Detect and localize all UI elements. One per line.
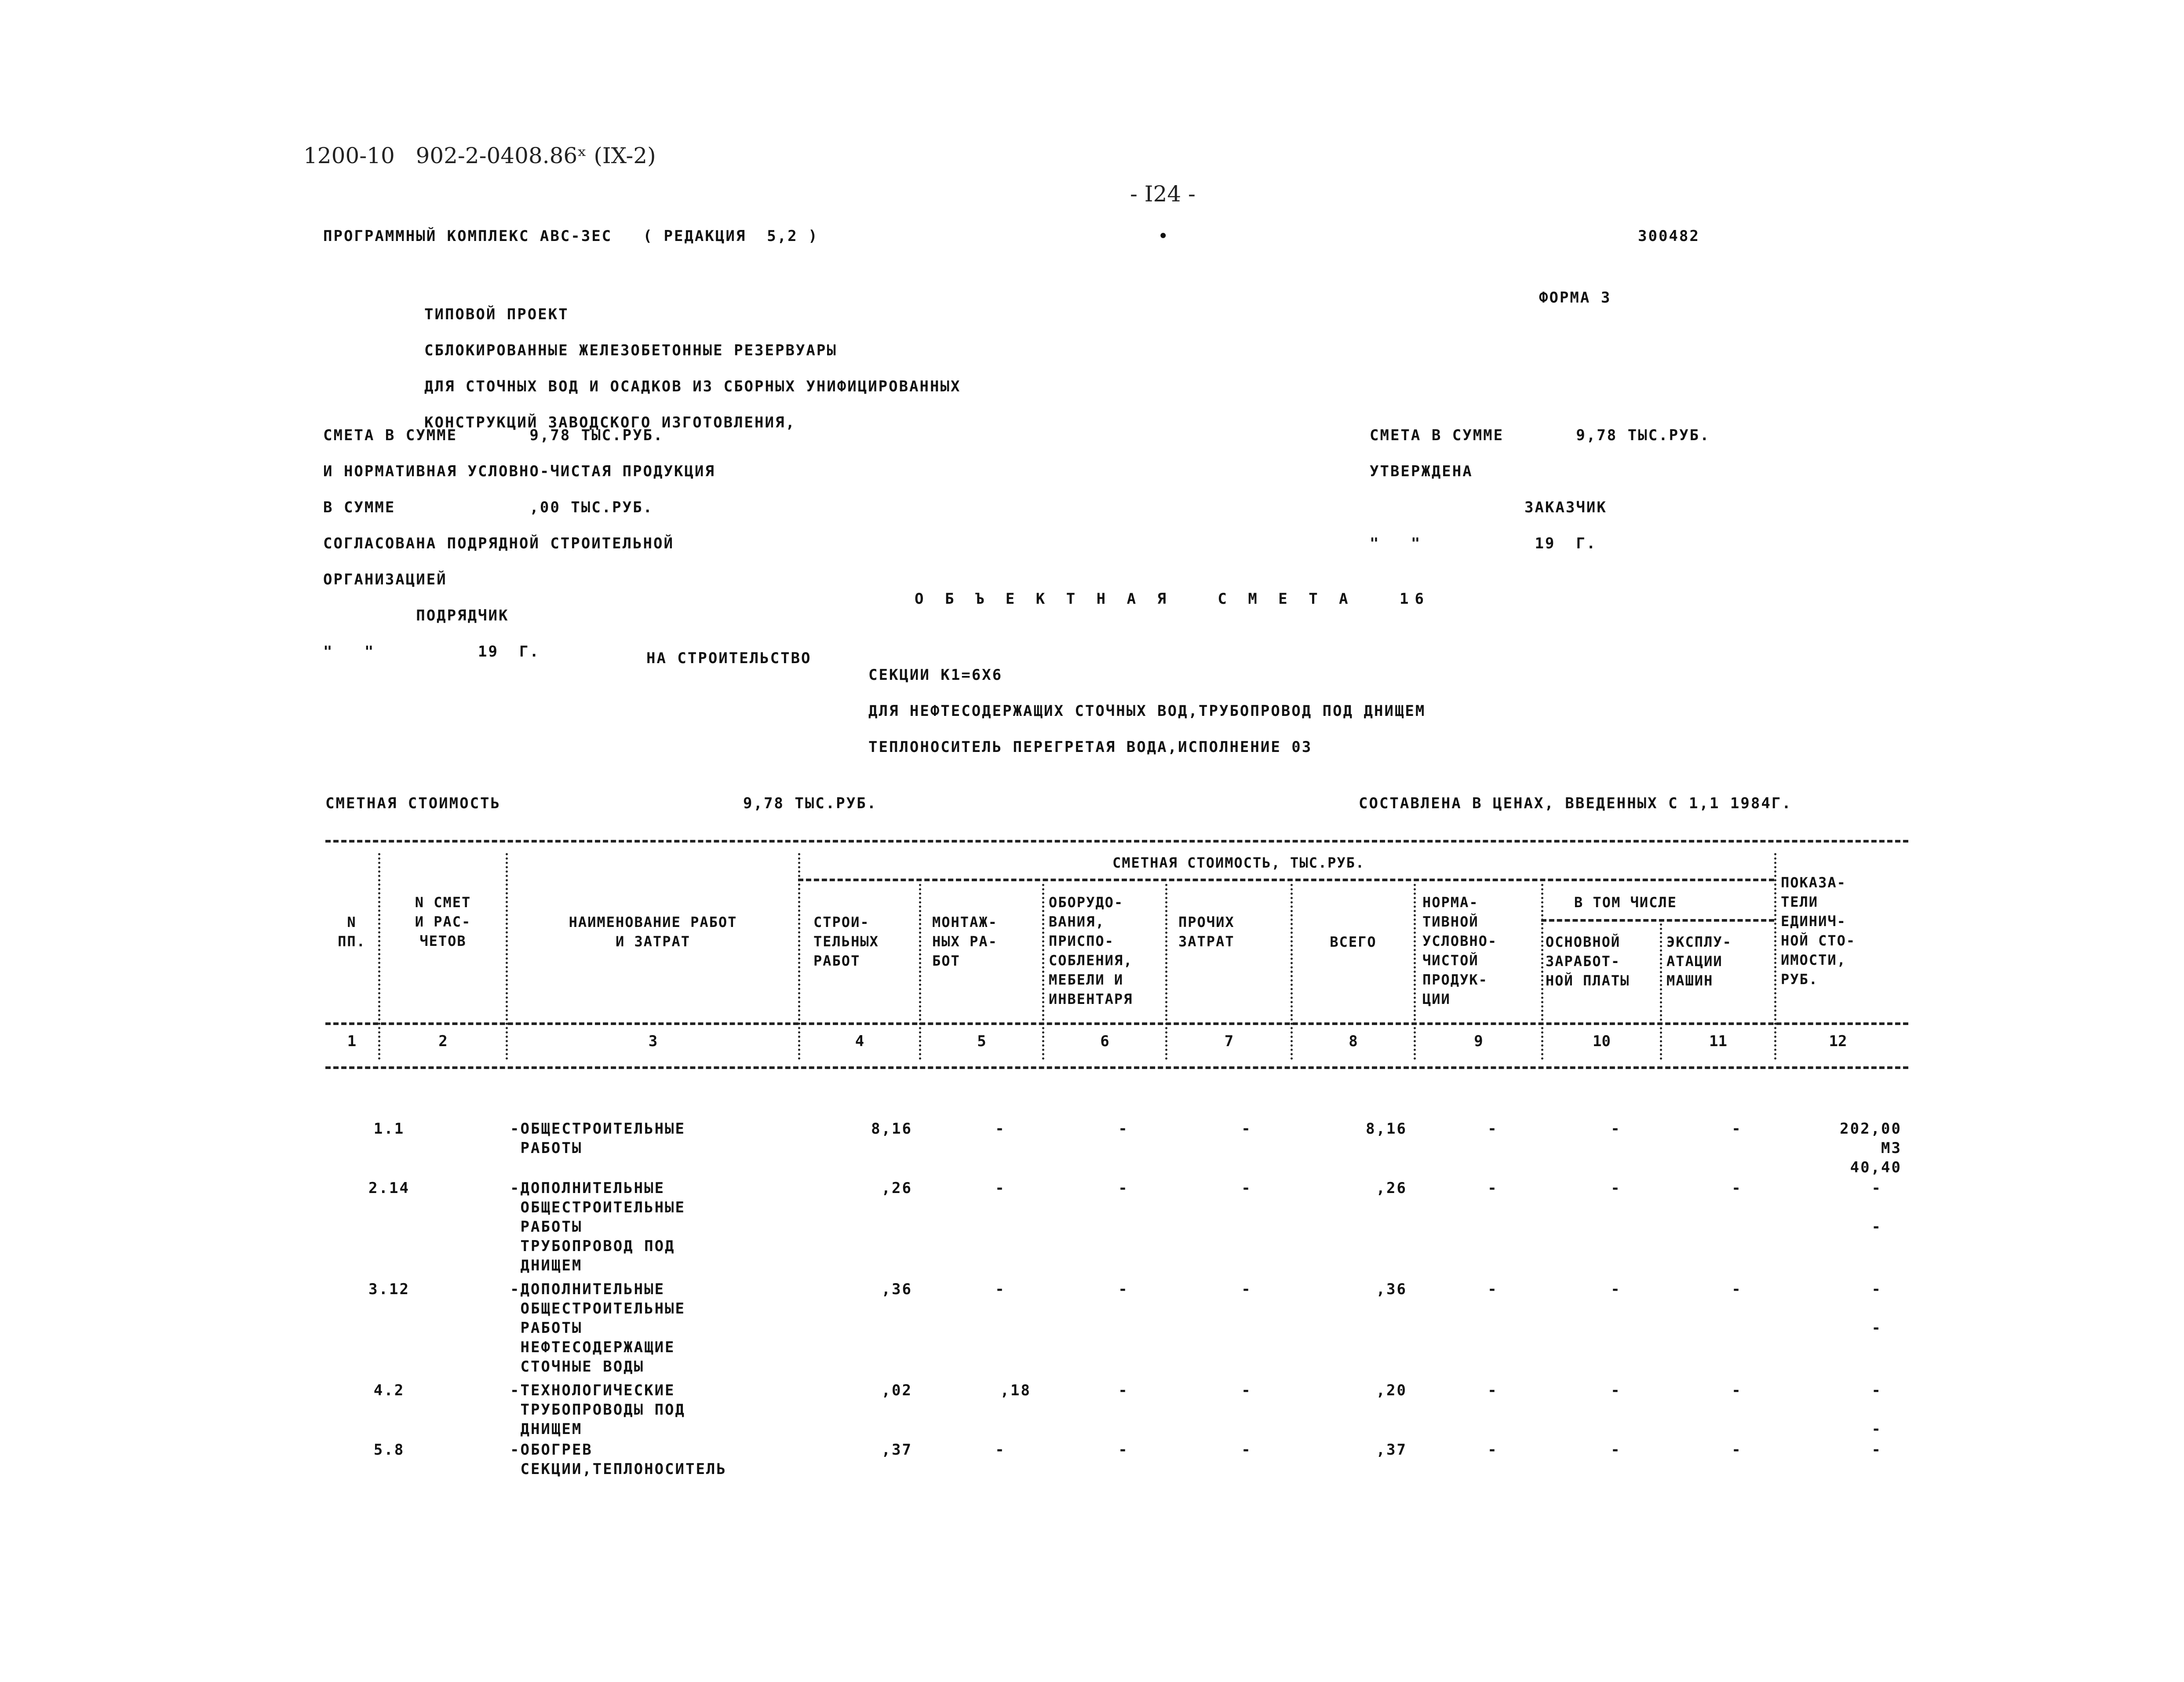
header-smet: N СМЕТ И РАС- ЧЕТОВ [415,894,471,949]
column-number: 11 [1709,1033,1727,1050]
cell-osnov: - [1611,1441,1621,1459]
cell-pokaz: - - [1871,1382,1882,1438]
page-number: - I24 - [1130,181,1196,207]
subgroup-header: В ТОМ ЧИСЛЕ [1574,894,1677,911]
right-approval-block [1370,409,1710,562]
header-prochih: ПРОЧИХ ЗАТРАТ [1178,914,1235,950]
construction-line: ТЕПЛОНОСИТЕЛЬ ПЕРЕГРЕТАЯ ВОДА,ИСПОЛНЕНИЕ 03 [868,738,1313,756]
cell-oborud: - [1118,1382,1129,1399]
cell-norm: - [1488,1120,1498,1138]
column-number: 8 [1349,1033,1358,1050]
cell-vsego: ,36 [1376,1281,1407,1298]
cell-name: -ТЕХНОЛОГИЧЕСКИЕ ТРУБОПРОВОДЫ ПОД ДНИЩЕМ [510,1382,685,1438]
cell-prochih: - [1241,1179,1252,1197]
header-oborud: ОБОРУДО- ВАНИЯ, ПРИСПО- СОБЛЕНИЯ, МЕБЕЛИ И ИНВЕНТАРЯ [1049,894,1133,1007]
approval-line: " " 19 Г. [1370,535,1597,552]
project-title-line: ТИПОВОЙ ПРОЕКТ [424,306,569,323]
approval-line: СМЕТА В СУММЕ 9,78 ТЫС.РУБ. [323,427,664,444]
cell-vsego: 8,16 [1366,1120,1407,1138]
construction-label: НА СТРОИТЕЛЬСТВО [646,649,812,667]
sheet-code: 300482 [1638,227,1700,245]
cell-smet: 4.2 [373,1382,405,1399]
cell-norm: - [1488,1281,1498,1298]
approval-line: СОГЛАСОВАНА ПОДРЯДНОЙ СТРОИТЕЛЬНОЙ [323,535,674,552]
cell-oborud: - [1118,1120,1129,1138]
cell-ekspl: - [1732,1441,1742,1459]
header-stroi: СТРОИ- ТЕЛЬНЫХ РАБОТ [813,914,879,969]
construction-description [868,649,1426,765]
project-title-line: ДЛЯ СТОЧНЫХ ВОД И ОСАДКОВ ИЗ СБОРНЫХ УНИФИЦИРОВАННЫХ [424,378,961,395]
approval-line: В СУММЕ ,00 ТЫС.РУБ. [323,499,654,516]
column-number: 2 [438,1033,448,1050]
header-ekspl: ЭКСПЛУ- АТАЦИИ МАШИН [1666,934,1732,989]
cell-osnov: - [1611,1120,1621,1138]
cell-vsego: ,20 [1376,1382,1407,1399]
cell-name: -ДОПОЛНИТЕЛЬНЫЕ ОБЩЕСТРОИТЕЛЬНЫЕ РАБОТЫ ТРУБОПРОВОД ПОД ДНИЩЕМ [510,1179,685,1274]
header-norm: НОРМА- ТИВНОЙ УСЛОВНО- ЧИСТОЙ ПРОДУК- ЦИИ [1422,894,1498,1007]
group-header: СМЕТНАЯ СТОИМОСТЬ, ТЫС.РУБ. [1112,854,1365,871]
cell-oborud: - [1118,1281,1129,1298]
cell-prochih: - [1241,1382,1252,1399]
table-rule-header-bottom [325,1022,1908,1025]
header-montazh: МОНТАЖ- НЫХ РА- БОТ [932,914,998,969]
approval-line: И НОРМАТИВНАЯ УСЛОВНО-ЧИСТАЯ ПРОДУКЦИЯ [323,463,715,480]
cell-ekspl: - [1732,1179,1742,1197]
cell-stroi: 8,16 [871,1120,912,1138]
cell-prochih: - [1241,1120,1252,1138]
cell-name: -ДОПОЛНИТЕЛЬНЫЕ ОБЩЕСТРОИТЕЛЬНЫЕ РАБОТЫ НЕФТЕСОДЕРЖАЩИЕ СТОЧНЫЕ ВОДЫ [510,1281,685,1376]
header-vsego: ВСЕГО [1330,934,1377,950]
cell-norm: - [1488,1382,1498,1399]
cell-osnov: - [1611,1382,1621,1399]
cell-osnov: - [1611,1179,1621,1197]
cell-stroi: ,26 [881,1179,912,1197]
approval-line: СМЕТА В СУММЕ 9,78 ТЫС.РУБ. [1370,427,1710,444]
program-line: ПРОГРАММНЫЙ КОМПЛЕКС АВС-3ЕС ( РЕДАКЦИЯ 5,2 ) [323,227,819,245]
cell-montazh: - [995,1120,1006,1138]
project-title-line: КОНСТРУКЦИЙ ЗАВОДСКОГО ИЗГОТОВЛЕНИЯ, [424,414,796,431]
document-code: 1200-10 902-2-0408.86ˣ (IX-2) [303,143,656,168]
header-osnov: ОСНОВНОЙ ЗАРАБОТ- НОЙ ПЛАТЫ [1546,934,1630,989]
cell-pokaz: - [1871,1441,1882,1459]
cell-montazh: ,18 [1000,1382,1031,1399]
header-pokaz: ПОКАЗА- ТЕЛИ ЕДИНИЧ- НОЙ СТО- ИМОСТИ, РУБ. [1781,874,1856,988]
cell-stroi: ,36 [881,1281,912,1298]
cell-vsego: ,37 [1376,1441,1407,1459]
table-rule-group [798,879,1774,881]
column-number: 6 [1100,1033,1109,1050]
column-number: 1 [347,1033,357,1050]
cell-oborud: - [1118,1441,1129,1459]
cell-pokaz: 202,00 М3 40,40 [1840,1120,1902,1176]
column-number: 10 [1593,1033,1611,1050]
cell-ekspl: - [1732,1281,1742,1298]
cell-smet: 2.14 [368,1179,410,1197]
column-number: 3 [648,1033,658,1050]
approval-line: ЗАКАЗЧИК [1370,499,1607,516]
header-n: N ПП. [338,914,366,950]
cell-smet: 3.12 [368,1281,410,1298]
construction-line: ДЛЯ НЕФТЕСОДЕРЖАЩИХ СТОЧНЫХ ВОД,ТРУБОПРОВОД ПОД ДНИЩЕМ [868,702,1426,720]
cell-vsego: ,26 [1376,1179,1407,1197]
header-name: НАИМЕНОВАНИЕ РАБОТ И ЗАТРАТ [569,914,737,950]
column-number: 5 [977,1033,986,1050]
table-rule-top [325,840,1908,843]
cell-smet: 1.1 [373,1120,405,1138]
column-number: 4 [855,1033,864,1050]
cost-value: 9,78 ТЫС.РУБ. [743,795,878,812]
cell-name: -ОБОГРЕВ СЕКЦИИ,ТЕПЛОНОСИТЕЛЬ [510,1441,727,1478]
approval-line: УТВЕРЖДЕНА [1370,463,1473,480]
column-separator [1774,853,1776,1060]
cell-pokaz: - - [1871,1179,1882,1236]
cell-osnov: - [1611,1281,1621,1298]
cell-norm: - [1488,1441,1498,1459]
column-separator [378,853,380,1060]
cost-label: СМЕТНАЯ СТОИМОСТЬ [325,795,501,812]
column-number: 7 [1224,1033,1234,1050]
project-title-line: СБЛОКИРОВАННЫЕ ЖЕЛЕЗОБЕТОННЫЕ РЕЗЕРВУАРЫ [424,342,837,359]
cell-norm: - [1488,1179,1498,1197]
cell-oborud: - [1118,1179,1129,1197]
approval-line: " " 19 Г. [323,643,540,660]
approval-line: ПОДРЯДЧИК [323,607,509,624]
estimate-title: О Б Ъ Е К Т Н А Я С М Е Т А 16 [915,590,1430,608]
column-separator [798,853,800,1060]
column-separator [506,853,508,1060]
table-rule-numbers-bottom [325,1066,1908,1069]
approval-line: ОРГАНИЗАЦИЕЙ [323,571,447,588]
dot-mark: • [1159,227,1169,245]
column-number: 12 [1829,1033,1847,1050]
form-label: ФОРМА 3 [1539,289,1612,306]
construction-line: СЕКЦИИ К1=6Х6 [868,666,1003,684]
table-rule-subgroup [1541,919,1774,922]
cell-stroi: ,02 [881,1382,912,1399]
cell-montazh: - [995,1281,1006,1298]
cell-ekspl: - [1732,1120,1742,1138]
cell-pokaz: - - [1871,1281,1882,1337]
cell-prochih: - [1241,1441,1252,1459]
left-approval-block [323,409,715,670]
cell-name: -ОБЩЕСТРОИТЕЛЬНЫЕ РАБОТЫ [510,1120,685,1157]
cell-ekspl: - [1732,1382,1742,1399]
cell-prochih: - [1241,1281,1252,1298]
cell-montazh: - [995,1441,1006,1459]
cell-smet: 5.8 [373,1441,405,1459]
cell-montazh: - [995,1179,1006,1197]
cell-stroi: ,37 [881,1441,912,1459]
prices-note: СОСТАВЛЕНА В ЦЕНАХ, ВВЕДЕННЫХ С 1,1 1984Г. [1359,795,1792,812]
column-number: 9 [1474,1033,1483,1050]
